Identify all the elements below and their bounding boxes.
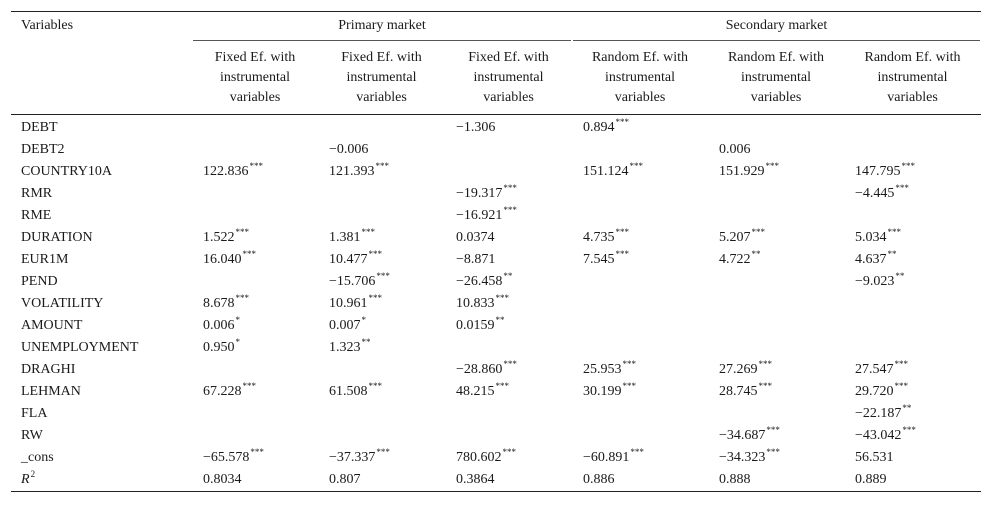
column-header-line: instrumental bbox=[741, 70, 811, 85]
coefficient-cell: −22.187** bbox=[855, 403, 912, 421]
coefficient-cell bbox=[844, 293, 981, 315]
table-row bbox=[11, 359, 981, 381]
coefficient-cell: 10.833*** bbox=[456, 293, 509, 311]
regression-table bbox=[11, 11, 981, 492]
coefficient-cell: −9.023** bbox=[855, 271, 905, 289]
coefficient-cell: 0.006 bbox=[719, 142, 751, 157]
significance-stars: *** bbox=[376, 271, 390, 281]
coefficient-cell: 30.199*** bbox=[583, 381, 636, 399]
coefficient-cell: −34.687*** bbox=[719, 425, 780, 443]
significance-stars: *** bbox=[887, 227, 901, 237]
table-body bbox=[11, 115, 981, 492]
regression-table-container bbox=[11, 11, 981, 492]
coefficient-cell: −15.706*** bbox=[329, 271, 390, 289]
coefficient-cell bbox=[708, 403, 844, 425]
coefficient-cell bbox=[572, 183, 708, 205]
coefficient-cell bbox=[318, 115, 445, 140]
significance-stars: ** bbox=[902, 403, 912, 413]
coefficient-cell bbox=[572, 403, 708, 425]
significance-stars: *** bbox=[894, 381, 908, 391]
table-row bbox=[11, 447, 981, 469]
variable-name: EUR1M bbox=[21, 252, 69, 267]
significance-stars: *** bbox=[495, 381, 509, 391]
coefficient-cell: 4.722** bbox=[719, 249, 761, 267]
coefficient-cell: 7.545*** bbox=[583, 249, 629, 267]
coefficient-cell: −65.578*** bbox=[203, 447, 264, 465]
column-header-2 bbox=[318, 41, 445, 115]
coefficient-cell bbox=[192, 139, 318, 161]
coefficient-cell: 4.735*** bbox=[583, 227, 629, 245]
significance-stars: *** bbox=[495, 293, 509, 303]
significance-stars: * bbox=[361, 315, 366, 325]
variable-name: UNEMPLOYMENT bbox=[21, 340, 139, 355]
significance-stars: *** bbox=[361, 227, 375, 237]
significance-stars: *** bbox=[615, 249, 629, 259]
column-header-line: variables bbox=[483, 90, 534, 105]
coefficient-cell: −1.306 bbox=[456, 120, 496, 135]
significance-stars: *** bbox=[249, 161, 263, 171]
significance-stars: *** bbox=[751, 227, 765, 237]
significance-stars: *** bbox=[615, 227, 629, 237]
coefficient-cell bbox=[445, 161, 572, 183]
coefficient-cell: −0.006 bbox=[329, 142, 369, 157]
column-header-line: variables bbox=[887, 90, 938, 105]
table-row bbox=[11, 469, 981, 491]
coefficient-cell bbox=[192, 183, 318, 205]
variable-name: FLA bbox=[21, 406, 48, 421]
coefficient-cell bbox=[708, 115, 844, 140]
column-header-6 bbox=[844, 41, 981, 115]
coefficient-cell: 0.3864 bbox=[456, 472, 495, 487]
significance-stars: ** bbox=[361, 337, 371, 347]
coefficient-cell: 0.0374 bbox=[456, 230, 495, 245]
column-header-line: instrumental bbox=[473, 70, 544, 85]
coefficient-cell bbox=[572, 425, 708, 447]
significance-stars: *** bbox=[503, 205, 517, 215]
table-row bbox=[11, 139, 981, 161]
table-row bbox=[11, 115, 981, 140]
coefficient-cell bbox=[844, 315, 981, 337]
coefficient-cell bbox=[572, 315, 708, 337]
significance-stars: * bbox=[235, 337, 240, 347]
variable-name: RME bbox=[21, 208, 52, 223]
coefficient-cell bbox=[445, 337, 572, 359]
column-header-line: Fixed Ef. with bbox=[341, 50, 422, 65]
significance-stars: *** bbox=[902, 425, 916, 435]
coefficient-cell: 67.228*** bbox=[203, 381, 256, 399]
variable-name: LEHMAN bbox=[21, 384, 81, 399]
coefficient-cell bbox=[192, 403, 318, 425]
variable-name: RMR bbox=[21, 186, 53, 201]
significance-stars: *** bbox=[376, 447, 390, 457]
coefficient-cell: 5.207*** bbox=[719, 227, 765, 245]
coefficient-cell bbox=[572, 205, 708, 227]
significance-stars: *** bbox=[250, 447, 264, 457]
coefficient-cell: 8.678*** bbox=[203, 293, 249, 311]
table-row bbox=[11, 425, 981, 447]
significance-stars: *** bbox=[242, 381, 256, 391]
coefficient-cell: 122.836*** bbox=[203, 161, 263, 179]
significance-stars: *** bbox=[758, 359, 772, 369]
significance-stars: ** bbox=[887, 249, 897, 259]
table-row bbox=[11, 205, 981, 227]
significance-stars: *** bbox=[503, 183, 517, 193]
table-row bbox=[11, 249, 981, 271]
coefficient-cell bbox=[192, 271, 318, 293]
variable-name: PEND bbox=[21, 274, 58, 289]
coefficient-cell bbox=[572, 139, 708, 161]
significance-stars: *** bbox=[502, 447, 516, 457]
coefficient-cell bbox=[708, 271, 844, 293]
column-header-line: Random Ef. with bbox=[591, 50, 689, 65]
coefficient-cell bbox=[192, 359, 318, 381]
significance-stars: *** bbox=[766, 447, 780, 457]
column-header-line: instrumental bbox=[605, 70, 675, 85]
coefficient-cell bbox=[844, 205, 981, 227]
coefficient-cell: 10.477*** bbox=[329, 249, 382, 267]
coefficient-cell bbox=[708, 315, 844, 337]
significance-stars: *** bbox=[368, 293, 382, 303]
coefficient-cell: 4.637** bbox=[855, 249, 897, 267]
coefficient-cell: 10.961*** bbox=[329, 293, 382, 311]
coefficient-cell: 0.894*** bbox=[583, 117, 629, 135]
table-row bbox=[11, 161, 981, 183]
coefficient-cell: 1.323** bbox=[329, 337, 371, 355]
significance-stars: *** bbox=[235, 227, 249, 237]
coefficient-cell: 56.531 bbox=[855, 450, 894, 465]
column-header-line: instrumental bbox=[877, 70, 948, 85]
significance-stars: *** bbox=[242, 249, 256, 259]
coefficient-cell: 25.953*** bbox=[583, 359, 636, 377]
coefficient-cell bbox=[192, 115, 318, 140]
coefficient-cell bbox=[572, 271, 708, 293]
coefficient-cell: −60.891*** bbox=[583, 447, 644, 465]
coefficient-cell bbox=[708, 293, 844, 315]
column-header-5 bbox=[708, 41, 844, 115]
significance-stars: *** bbox=[615, 117, 629, 127]
table-row bbox=[11, 337, 981, 359]
significance-stars: ** bbox=[503, 271, 513, 281]
coefficient-cell: −34.323*** bbox=[719, 447, 780, 465]
significance-stars: *** bbox=[758, 381, 772, 391]
column-header-line: Fixed Ef. with bbox=[214, 50, 296, 65]
variables-header: Variables bbox=[21, 18, 74, 33]
variable-name: COUNTRY10A bbox=[21, 164, 113, 179]
column-header-line: Fixed Ef. with bbox=[468, 50, 549, 65]
significance-stars: ** bbox=[895, 271, 905, 281]
secondary-market-header: Secondary market bbox=[572, 12, 981, 42]
coefficient-cell bbox=[844, 115, 981, 140]
column-header-line: variables bbox=[229, 90, 281, 105]
coefficient-cell bbox=[318, 425, 445, 447]
table-row bbox=[11, 403, 981, 425]
significance-stars: *** bbox=[368, 249, 382, 259]
coefficient-cell bbox=[844, 337, 981, 359]
primary-market-header: Primary market bbox=[192, 12, 572, 42]
table-row bbox=[11, 293, 981, 315]
column-header-line: Random Ef. with bbox=[864, 50, 961, 65]
coefficient-cell bbox=[844, 139, 981, 161]
coefficient-cell bbox=[192, 205, 318, 227]
coefficient-cell: 48.215*** bbox=[456, 381, 509, 399]
coefficient-cell bbox=[572, 293, 708, 315]
significance-stars: * bbox=[235, 315, 240, 325]
variable-name: RW bbox=[21, 428, 43, 443]
coefficient-cell: 29.720*** bbox=[855, 381, 908, 399]
coefficient-cell: −28.860*** bbox=[456, 359, 517, 377]
variable-name: DRAGHI bbox=[21, 362, 76, 377]
column-header-3 bbox=[445, 41, 572, 115]
column-header-4 bbox=[572, 41, 708, 115]
coefficient-cell: 151.124*** bbox=[583, 161, 643, 179]
coefficient-cell: 147.795*** bbox=[855, 161, 915, 179]
significance-stars: *** bbox=[895, 183, 909, 193]
column-header-line: Random Ef. with bbox=[727, 50, 825, 65]
coefficient-cell: 27.547*** bbox=[855, 359, 908, 377]
significance-stars: *** bbox=[235, 293, 249, 303]
coefficient-cell bbox=[318, 403, 445, 425]
significance-stars: *** bbox=[765, 161, 779, 171]
table-row bbox=[11, 271, 981, 293]
significance-stars: *** bbox=[503, 359, 517, 369]
table-row bbox=[11, 183, 981, 205]
variable-name: VOLATILITY bbox=[21, 296, 104, 311]
coefficient-cell: 0.886 bbox=[583, 472, 615, 487]
coefficient-cell: −4.445*** bbox=[855, 183, 909, 201]
coefficient-cell: 0.950* bbox=[203, 337, 240, 355]
coefficient-cell: −26.458** bbox=[456, 271, 513, 289]
coefficient-cell bbox=[708, 183, 844, 205]
variable-name: DEBT2 bbox=[21, 142, 65, 157]
column-header-line: variables bbox=[614, 90, 666, 105]
coefficient-cell: −19.317*** bbox=[456, 183, 517, 201]
coefficient-cell bbox=[708, 337, 844, 359]
table-row bbox=[11, 381, 981, 403]
coefficient-cell bbox=[445, 403, 572, 425]
coefficient-cell: 0.888 bbox=[719, 472, 751, 487]
coefficient-cell: 780.602*** bbox=[456, 447, 516, 465]
significance-stars: *** bbox=[622, 381, 636, 391]
column-header-1 bbox=[192, 41, 318, 115]
coefficient-cell bbox=[445, 139, 572, 161]
significance-stars: *** bbox=[766, 425, 780, 435]
coefficient-cell bbox=[318, 359, 445, 381]
significance-stars: *** bbox=[375, 161, 389, 171]
coefficient-cell: 151.929*** bbox=[719, 161, 779, 179]
variable-name: DURATION bbox=[21, 230, 93, 245]
coefficient-cell: 0.889 bbox=[855, 472, 887, 487]
coefficient-cell: 0.006* bbox=[203, 315, 240, 333]
column-header-line: instrumental bbox=[220, 70, 290, 85]
coefficient-cell: 16.040*** bbox=[203, 249, 256, 267]
coefficient-cell: 0.0159** bbox=[456, 315, 505, 333]
significance-stars: *** bbox=[629, 161, 643, 171]
coefficient-cell bbox=[318, 183, 445, 205]
coefficient-cell: 27.269*** bbox=[719, 359, 772, 377]
coefficient-cell bbox=[708, 205, 844, 227]
significance-stars: *** bbox=[901, 161, 915, 171]
significance-stars: ** bbox=[751, 249, 761, 259]
table-row bbox=[11, 315, 981, 337]
significance-stars: *** bbox=[894, 359, 908, 369]
coefficient-cell bbox=[192, 425, 318, 447]
coefficient-cell: 28.745*** bbox=[719, 381, 772, 399]
coefficient-cell: −37.337*** bbox=[329, 447, 390, 465]
coefficient-cell bbox=[318, 205, 445, 227]
coefficient-cell bbox=[445, 425, 572, 447]
significance-stars: *** bbox=[368, 381, 382, 391]
coefficient-cell: 0.807 bbox=[329, 472, 361, 487]
coefficient-cell: −8.871 bbox=[456, 252, 496, 267]
coefficient-cell bbox=[572, 337, 708, 359]
coefficient-cell: −43.042*** bbox=[855, 425, 916, 443]
group-header-row bbox=[11, 12, 981, 42]
coefficient-cell: −16.921*** bbox=[456, 205, 517, 223]
column-header-line: variables bbox=[356, 90, 407, 105]
table-row bbox=[11, 227, 981, 249]
coefficient-cell: 121.393*** bbox=[329, 161, 389, 179]
column-header-line: variables bbox=[750, 90, 802, 105]
variable-name: _cons bbox=[21, 450, 54, 465]
coefficient-cell: 0.007* bbox=[329, 315, 366, 333]
coefficient-cell: 1.522*** bbox=[203, 227, 249, 245]
coefficient-cell: 0.8034 bbox=[203, 472, 242, 487]
coefficient-cell: 61.508*** bbox=[329, 381, 382, 399]
significance-stars: *** bbox=[622, 359, 636, 369]
coefficient-cell: 5.034*** bbox=[855, 227, 901, 245]
variable-name: DEBT bbox=[21, 120, 58, 135]
variable-name: AMOUNT bbox=[21, 318, 83, 333]
coefficient-cell: 1.381*** bbox=[329, 227, 375, 245]
variable-name: $R^2$ bbox=[21, 469, 36, 487]
significance-stars: ** bbox=[495, 315, 505, 325]
column-header-line: instrumental bbox=[346, 70, 417, 85]
significance-stars: *** bbox=[630, 447, 644, 457]
